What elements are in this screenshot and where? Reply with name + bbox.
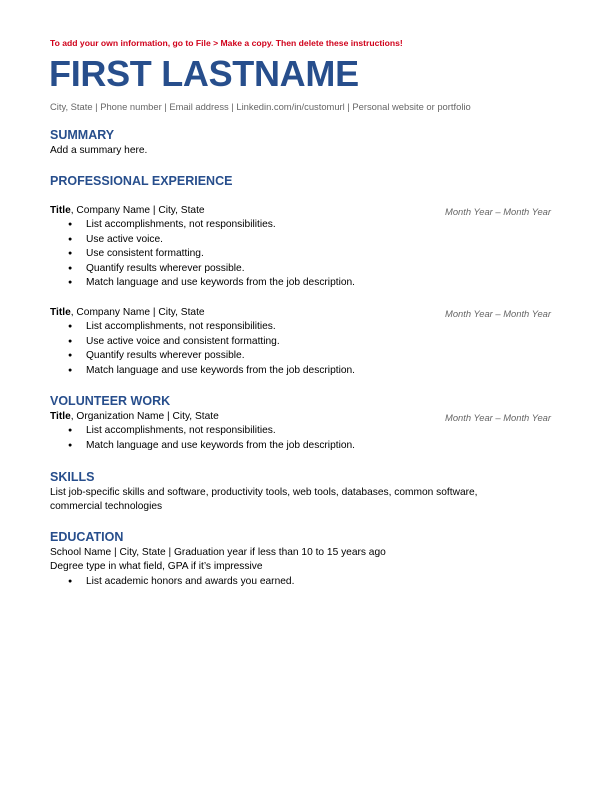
job-2-bullets [68,320,355,378]
contact-line: City, State | Phone number | Email address | Linkedin.com/in/customurl | Personal website or portfolio [50,101,471,112]
experience-heading: PROFESSIONAL EXPERIENCE [50,174,233,188]
job-2-org: , Company Name | City, State [70,307,205,318]
list-item: ● List accomplishments, not responsibilities. [68,320,355,335]
list-item: ● Match language and use keywords from the job description. [68,276,355,291]
list-item: ● List academic honors and awards you earned. [68,575,294,590]
summary-text: Add a summary here. [50,145,148,156]
volunteer-dates: Month Year – Month Year [445,412,551,423]
skills-text-line-1: List job-specific skills and software, productivity tools, web tools, databases, common software, [50,487,478,498]
list-item: ● List accomplishments, not responsibilities. [68,218,355,233]
list-item: ● Use active voice. [68,233,355,248]
skills-text-line-2: commercial technologies [50,501,163,512]
candidate-name: FIRST LASTNAME [49,53,359,94]
job-2-header [50,307,205,318]
summary-heading: SUMMARY [50,128,115,142]
education-bullets [68,575,294,590]
volunteer-header [50,411,219,422]
education-school: School Name | City, State | Graduation year if less than 10 to 15 years ago [50,547,386,558]
list-item: ● Use active voice and consistent formatting. [68,335,355,350]
list-item: ● Use consistent formatting. [68,247,355,262]
volunteer-title: Title [50,411,71,422]
job-2-dates: Month Year – Month Year [445,308,551,319]
education-degree: Degree type in what field, GPA if it’s impressive [50,561,263,572]
job-1-org: , Company Name | City, State [70,205,205,216]
volunteer-heading: VOLUNTEER WORK [50,394,171,408]
job-2-title: Title [50,307,71,318]
volunteer-org: , Organization Name | City, State [70,411,219,422]
list-item: ● Match language and use keywords from the job description. [68,364,355,379]
job-1-bullets [68,218,355,291]
list-item: ● Match language and use keywords from the job description. [68,439,355,454]
skills-heading: SKILLS [50,470,95,484]
volunteer-bullets [68,424,355,453]
list-item: ● List accomplishments, not responsibilities. [68,424,355,439]
education-heading: EDUCATION [50,530,124,544]
instructions-note: To add your own information, go to File > Make a copy. Then delete these instructions! [50,38,403,48]
job-1-dates: Month Year – Month Year [445,206,551,217]
job-1-header [50,205,205,216]
list-item: ● Quantify results wherever possible. [68,262,355,277]
job-1-title: Title [50,205,71,216]
list-item: ● Quantify results wherever possible. [68,349,355,364]
